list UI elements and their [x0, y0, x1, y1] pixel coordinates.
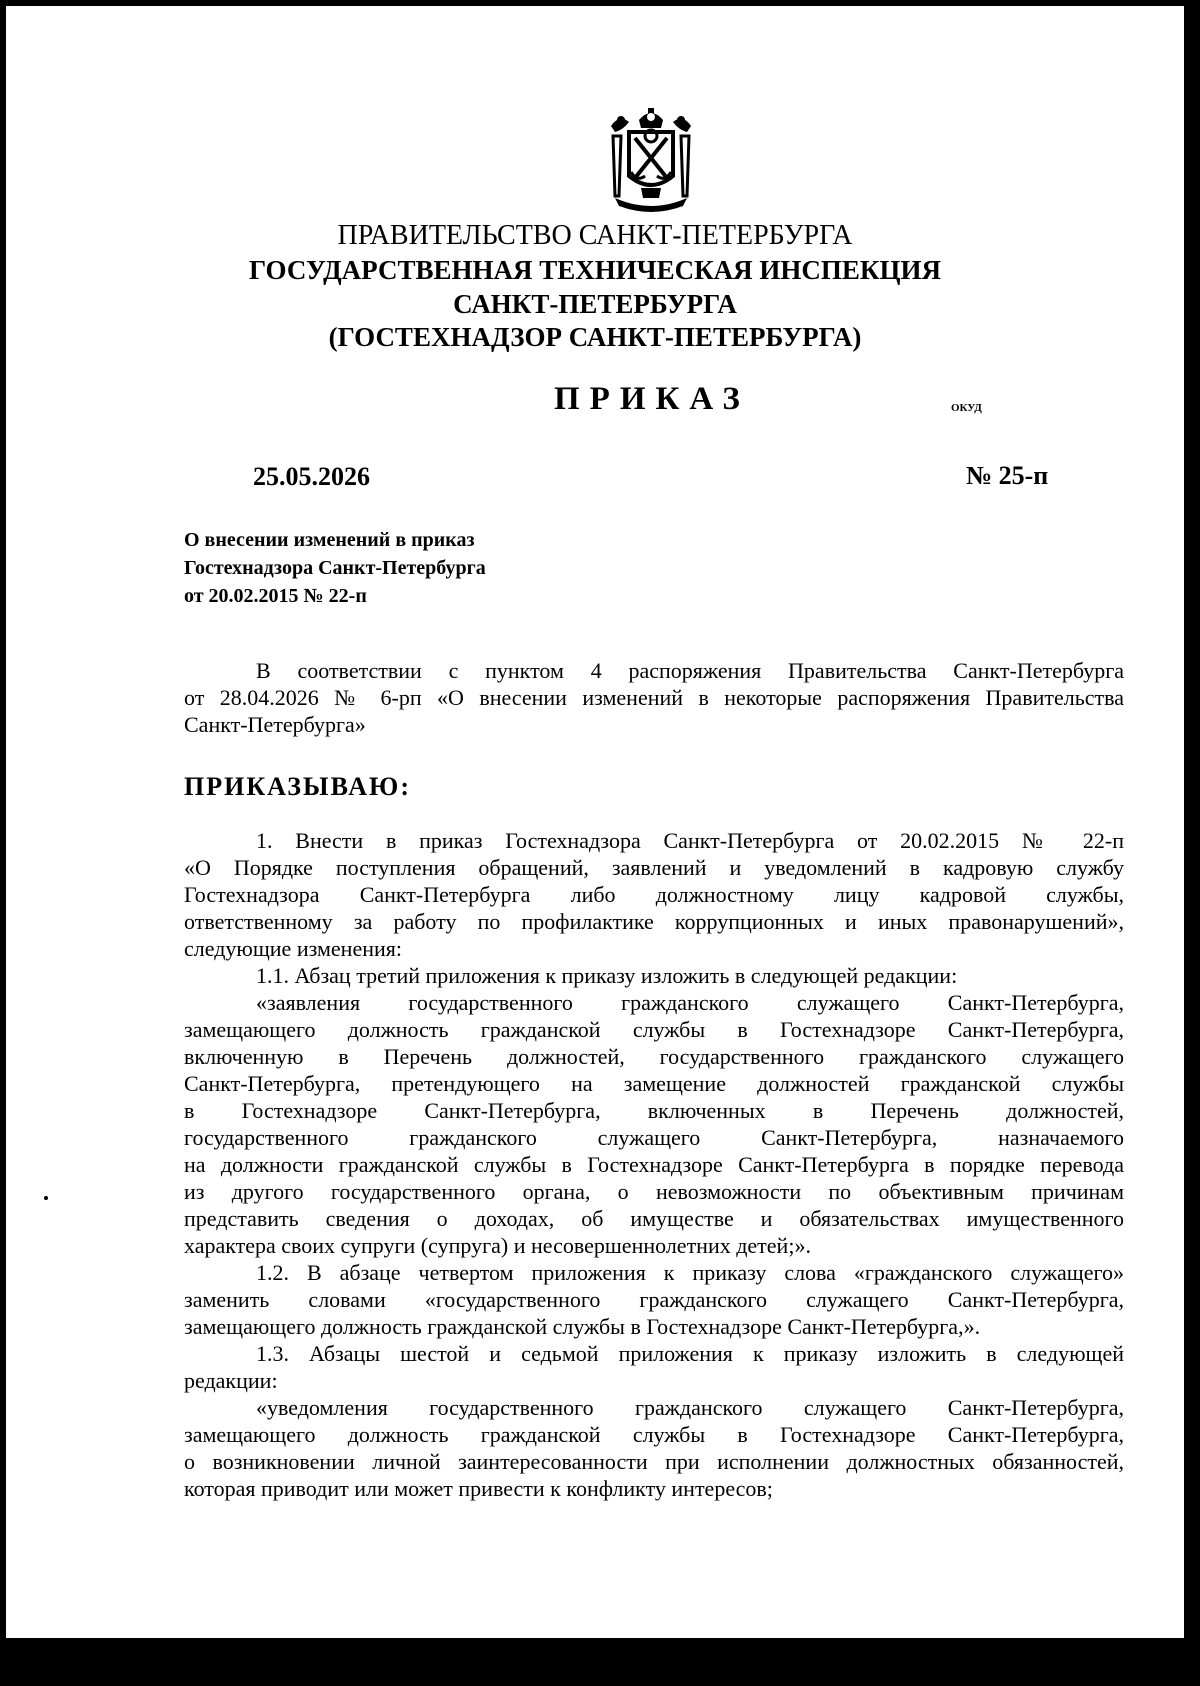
order-number: № 25-п — [966, 461, 1049, 490]
document-type: ПРИКАЗ — [554, 381, 750, 417]
text-line: которая приводит или может привести к конфликту интересов; — [184, 1476, 773, 1501]
agency-short-name: (ГОСТЕХНАДЗОР САНКТ-ПЕТЕРБУРГА) — [328, 322, 862, 352]
government-name: ПРАВИТЕЛЬСТВО САНКТ-ПЕТЕРБУРГА — [337, 220, 853, 251]
text-line: о возникновении личной заинтересованности при исполнении должностных обязанностей, — [184, 1449, 1124, 1474]
text-line: государственного гражданского служащего Санкт-Петербурга, назначаемого — [184, 1125, 1124, 1150]
text-line: от 28.04.2026 № 6-рп «О внесении изменений в некоторые распоряжения Правительства — [184, 685, 1124, 710]
text-line: 1.3. Абзацы шестой и седьмой приложения к приказу изложить в следующей — [256, 1341, 1124, 1366]
text-line: ответственному за работу по профилактике коррупционных и иных правонарушений», — [184, 909, 1124, 934]
preamble — [184, 657, 1124, 738]
order-date: 25.05.2026 — [253, 462, 370, 491]
subject-line: Гостехнадзора Санкт-Петербурга — [184, 557, 486, 579]
text-line: 1.1. Абзац третий приложения к приказу изложить в следующей редакции: — [256, 963, 958, 988]
text-line: «О Порядке поступления обращений, заявлений и уведомлений в кадровую службу — [184, 855, 1124, 880]
scan-speck — [44, 1196, 48, 1200]
subject-line: от 20.02.2015 № 22-п — [184, 585, 367, 607]
text-line: Санкт-Петербурга, претендующего на замещение должностей гражданской службы — [184, 1071, 1124, 1096]
agency-name-line2: САНКТ-ПЕТЕРБУРГА — [453, 289, 737, 319]
order-subject — [184, 526, 486, 610]
text-line: на должности гражданской службы в Гостехнадзоре Санкт-Петербурга в порядке перевода — [184, 1152, 1124, 1177]
agency-name-line1: ГОСУДАРСТВЕННАЯ ТЕХНИЧЕСКАЯ ИНСПЕКЦИЯ — [249, 255, 941, 285]
order-body — [184, 827, 1124, 1502]
command-heading: ПРИКАЗЫВАЮ: — [184, 772, 411, 801]
text-line: характера своих супруги (супруга) и несовершеннолетних детей;». — [184, 1233, 811, 1258]
text-line: заменить словами «государственного гражданского служащего Санкт-Петербурга, — [184, 1287, 1124, 1312]
text-line: 1.2. В абзаце четвертом приложения к приказу слова «гражданского служащего» — [256, 1260, 1124, 1285]
document-page — [6, 6, 1184, 1638]
scan-border-bottom — [0, 1638, 1200, 1686]
coat-of-arms-icon — [601, 106, 701, 214]
text-line: замещающего должность гражданской службы в Гостехнадзоре Санкт-Петербурга, — [184, 1017, 1124, 1042]
text-line: в Гостехнадзоре Санкт-Петербурга, включенных в Перечень должностей, — [184, 1098, 1124, 1123]
okud-label: ОКУД — [951, 402, 982, 414]
text-line: Санкт-Петербурга» — [184, 712, 366, 737]
text-line: редакции: — [184, 1368, 278, 1393]
text-line: следующие изменения: — [184, 936, 402, 961]
text-line: Гостехнадзора Санкт-Петербурга либо должностному лицу кадровой службы, — [184, 882, 1124, 907]
text-line: замещающего должность гражданской службы в Гостехнадзоре Санкт-Петербурга, — [184, 1422, 1124, 1447]
text-line: из другого государственного органа, о невозможности по объективным причинам — [184, 1179, 1124, 1204]
text-line: В соответствии с пунктом 4 распоряжения Правительства Санкт-Петербурга — [256, 658, 1124, 683]
text-line: «заявления государственного гражданского служащего Санкт-Петербурга, — [256, 990, 1124, 1015]
subject-line: О внесении изменений в приказ — [184, 529, 475, 551]
text-line: «уведомления государственного гражданского служащего Санкт-Петербурга, — [256, 1395, 1124, 1420]
text-line: замещающего должность гражданской службы в Гостехнадзоре Санкт-Петербурга,». — [184, 1314, 981, 1339]
text-line: 1. Внести в приказ Гостехнадзора Санкт-Петербурга от 20.02.2015 № 22-п — [256, 828, 1124, 853]
text-line: включенную в Перечень должностей, государственного гражданского служащего — [184, 1044, 1124, 1069]
text-line: представить сведения о доходах, об имуществе и обязательствах имущественного — [184, 1206, 1124, 1231]
